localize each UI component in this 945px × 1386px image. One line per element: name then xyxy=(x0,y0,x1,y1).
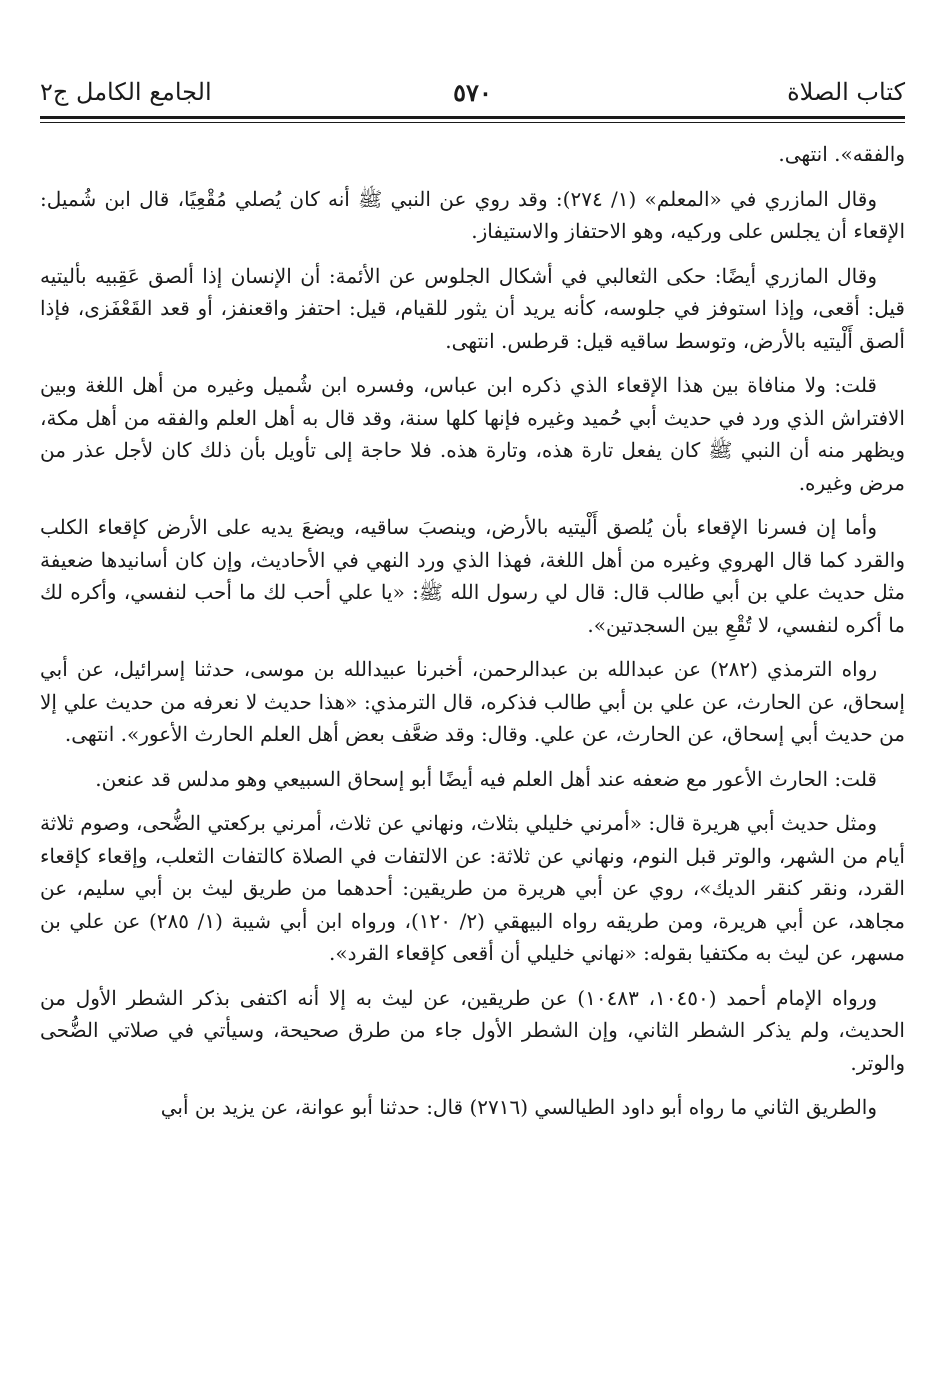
header-rule-thin xyxy=(40,122,905,123)
chapter-title: كتاب الصلاة xyxy=(787,78,905,106)
page-body xyxy=(40,138,905,1136)
page-number: ٥٧٠ xyxy=(453,78,492,107)
paragraph-continuation: والفقه». انتهى. xyxy=(778,142,905,166)
paragraph: قلت: ولا منافاة بين هذا الإقعاء الذي ذكره ابن عباس، وفسره ابن شُميل وغيره من أهل اللغة وبين الافتراش الذي ورد في حديث أبي حُميد وغيره فإنها كلها سنة، وقد قال به أهل العلم والفقه من أهل مكة، ويظهر منه أن النبي ﷺ كان يفعل تارة هذه، وتارة هذه. فلا حاجة إلى تأويل بأن ذلك كان لأجل عذر من مرض وغيره. xyxy=(40,373,905,495)
paragraph: ومثل حديث أبي هريرة قال: «أمرني خليلي بثلاث، ونهاني عن ثلاث، أمرني بركعتي الضُّحى، وصوم ثلاثة أيام من الشهر، والوتر قبل النوم، ونهاني عن ثلاثة: عن الالتفات في الصلاة كالتفات الثعلب، وإقعاء كإقعاء القرد، ونقر كنقر الديك»، روي عن أبي هريرة من طريقين: أحدهما من طريق ليث بن أبي سليم، عن مجاهد، عن أبي هريرة، ومن طريقه رواه البيهقي (٢/ ١٢٠)، ورواه ابن أبي شيبة (١/ ٢٨٥) عن علي بن مسهر، عن ليث به مكتفيا بقوله: «نهاني خليلي أن أقعى كإقعاء القرد». xyxy=(40,811,905,965)
running-header xyxy=(40,70,905,118)
paragraph: وقال المازري في «المعلم» (١/ ٢٧٤): وقد روي عن النبي ﷺ أنه كان يُصلي مُقْعِيًا، قال ابن شُميل: الإقعاء أن يجلس على وركيه، وهو الاحتفاز والاستيفاز. xyxy=(40,186,905,243)
paragraph: قلت: الحارث الأعور مع ضعفه عند أهل العلم فيه أيضًا أبو إسحاق السبيعي وهو مدلس قد عنعن. xyxy=(95,766,877,791)
paragraph: وأما إن فسرنا الإقعاء بأن يُلصق أَلْيتيه بالأرض، وينصبَ ساقيه، ويضعَ يديه على الأرض كإقعاء الكلب والقرد كما قال الهروي وغيره من أهل اللغة، فهذا الذي ورد النهي في الأحاديث، وإن كان أسانيدها ضعيفة مثل حديث علي بن أبي طالب قال: قال لي رسول الله ﷺ: «يا علي أحب لك ما أحب لنفسي، وأكره لك ما أكره لنفسي، لا تُقْعِ بين السجدتين». xyxy=(40,515,906,637)
paragraph: ورواه الإمام أحمد (١٠٤٥٠، ١٠٤٨٣) عن طريقين، عن ليث به إلا أنه اكتفى بذكر الشطر الأول من الحديث، ولم يذكر الشطر الثاني، وإن الشطر الأول جاء من طرق صحيحة، وسيأتي في صلاتي الضُّحى والوتر. xyxy=(40,985,905,1075)
paragraph: وقال المازري أيضًا: حكى الثعالبي في أشكال الجلوس عن الأئمة: أن الإنسان إذا ألصق عَقِبيه بأليتيه قيل: أقعى، وإذا استوفز في جلوسه، كأنه يريد أن يثور للقيام، قيل: احتفز واقعنفز، أو قعد القَعْفَزى، فإذا ألصق أَلْيتيه بالأرض، وتوسط ساقيه قيل: قرطس. انتهى. xyxy=(40,263,905,353)
paragraph: والطريق الثاني ما رواه أبو داود الطيالسي (٢٧١٦) قال: حدثنا أبو عوانة، عن يزيد بن أبي xyxy=(160,1095,877,1119)
book-page xyxy=(40,0,905,1386)
paragraph: رواه الترمذي (٢٨٢) عن عبدالله بن عبدالرحمن، أخبرنا عبيدالله بن موسى، حدثنا إسرائيل، عن أبي إسحاق، عن الحارث، عن علي بن أبي طالب فذكره، قال الترمذي: «هذا حديث لا نعرفه من حديث علي إلا من حديث أبي إسحاق، عن الحارث، عن علي. وقال: وقد ضعَّف بعض أهل العلم الحارث الأعور». انتهى. xyxy=(40,657,905,746)
header-rule-thick xyxy=(40,116,905,119)
book-title: الجامع الكامل ج٢ xyxy=(40,78,212,106)
